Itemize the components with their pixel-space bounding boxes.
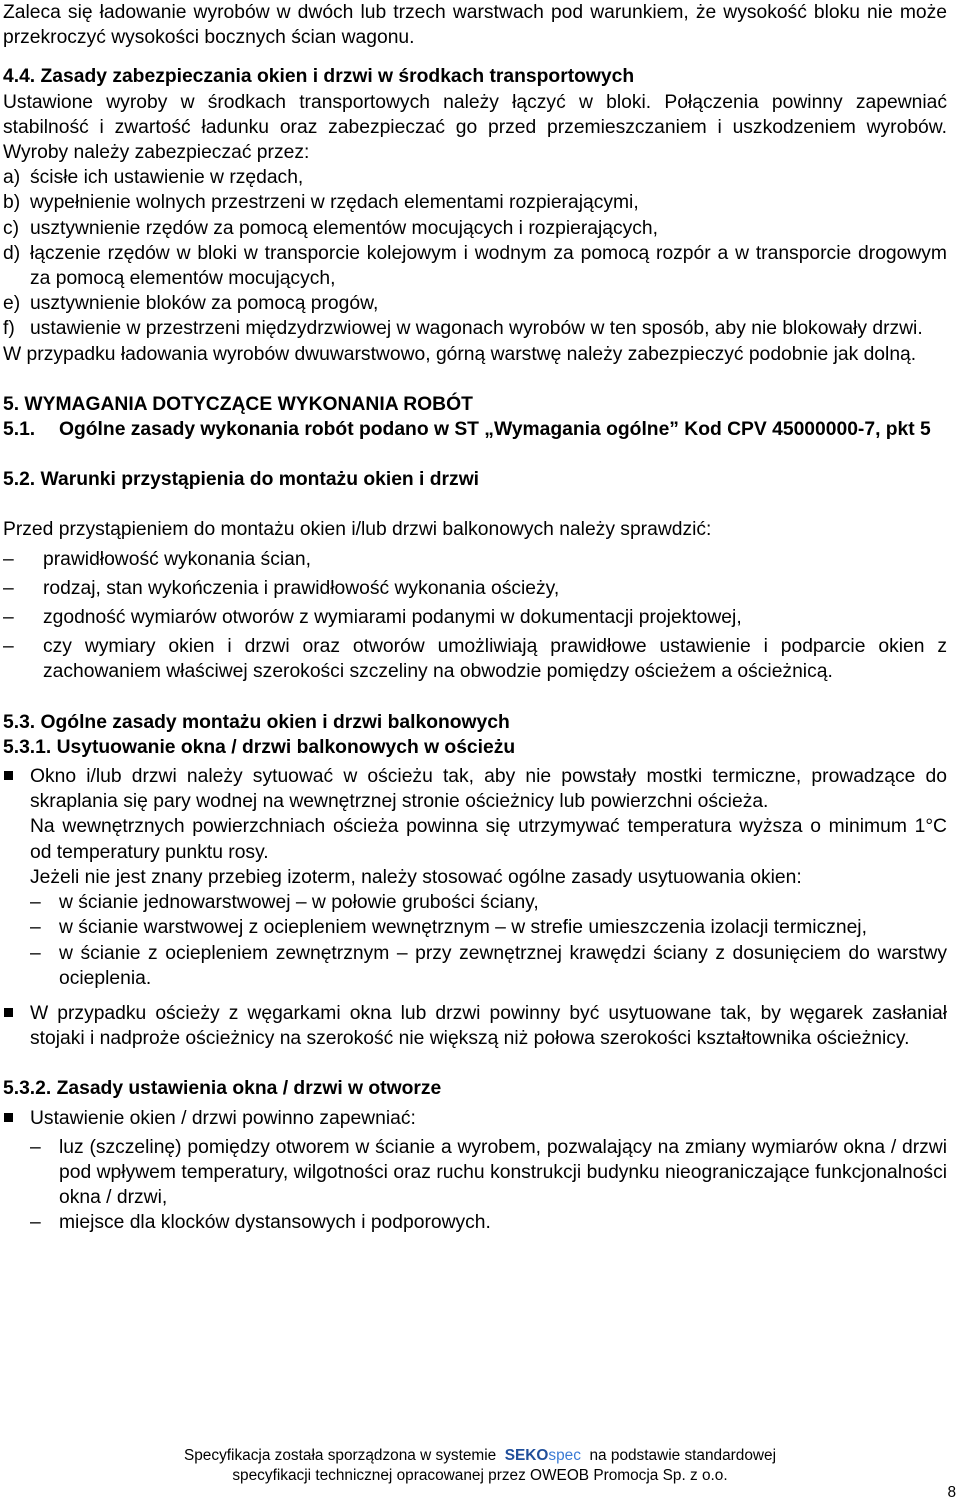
list-text: w ścianie warstwowej z ociepleniem wewnętrznym – w strefie umieszczenia izolacji termicznej, bbox=[59, 917, 867, 939]
dash-marker: – bbox=[3, 577, 14, 599]
dash-marker: – bbox=[3, 636, 14, 658]
footer-text: Specyfikacja została sporządzona w systemie bbox=[183, 1447, 497, 1464]
list-text: wypełnienie wolnych przestrzeni w rzędach elementami rozpierającymi, bbox=[30, 192, 639, 214]
list-item bbox=[3, 241, 947, 291]
section-4-4-heading: 4.4. Zasady zabezpieczania okien i drzwi w środkach transportowych bbox=[3, 66, 635, 88]
list-item bbox=[3, 216, 947, 241]
footer-line-2: specyfikacji technicznej opracowanej przez OWEOB Promocja Sp. z o.o. bbox=[232, 1467, 728, 1484]
list-item bbox=[3, 165, 947, 190]
list-item bbox=[3, 547, 947, 572]
list-label: a) bbox=[3, 167, 21, 189]
page-footer bbox=[0, 1446, 960, 1486]
list-text: usztywnienie bloków za pomocą progów, bbox=[30, 293, 379, 315]
section-5-3-1-heading: 5.3.1. Usytuowanie okna / drzwi balkonowych w ościeżu bbox=[3, 736, 516, 758]
list-item bbox=[3, 576, 947, 601]
section-5-heading: 5. WYMAGANIA DOTYCZĄCE WYKONANIA ROBÓT bbox=[3, 393, 473, 415]
list-text: czy wymiary okien i drzwi oraz otworów umożliwiają prawidłowe ustawienie i podparcie okien z zachowaniem właściwej szerokości szczeliny na obwodzie pomiędzy ościeżem a ościeżnicą. bbox=[43, 636, 947, 683]
list-label: e) bbox=[3, 293, 21, 315]
bullet-text: W przypadku ościeży z węgarkami okna lub drzwi powinny być usytuowane tak, by węgarek zasłaniał stojaki i nadproże ościeżnicy na szerokość nie większą niż połowa szerokości kształtownika ościeżnicy. bbox=[30, 1002, 947, 1050]
section-5-2-lead: Przed przystąpieniem do montażu okien i/lub drzwi balkonowych należy sprawdzić: bbox=[3, 519, 712, 541]
spacer bbox=[3, 50, 947, 64]
page-number: 8 bbox=[947, 1484, 956, 1501]
list-text: luz (szczelinę) pomiędzy otworem w ścianie a wyrobem, pozwalający na zmiany wymiarów okna / drzwi pod wpływem temperatury, wilgotności oraz ruchu konstrukcji budynku nieograniczające funkcjonalności okna / drzwi, bbox=[59, 1136, 947, 1209]
list-label: f) bbox=[3, 318, 15, 340]
document-page bbox=[3, 0, 947, 1236]
section-5-1-heading bbox=[3, 417, 947, 442]
list-text: w ścianie z ociepleniem zewnętrznym – przy zewnętrznej krawędzi ściany z dosunięciem do warstwy ocieplenia. bbox=[59, 942, 947, 989]
list-text: ustawienie w przestrzeni międzydrzwiowej w wagonach wyrobów w ten sposób, aby nie blokowały drzwi. bbox=[30, 318, 923, 340]
list-text: w ścianie jednowarstwowej – w połowie grubości ściany, bbox=[59, 892, 539, 914]
dash-marker: – bbox=[30, 1212, 41, 1234]
dash-marker: – bbox=[30, 917, 41, 939]
bullet-item bbox=[3, 1106, 947, 1131]
bullet-text: Ustawienie okien / drzwi powinno zapewniać: bbox=[30, 1107, 416, 1129]
list-item bbox=[3, 190, 947, 215]
footer-line-1 bbox=[0, 1446, 960, 1466]
spacer bbox=[3, 442, 947, 467]
list-label: d) bbox=[3, 242, 21, 264]
dash-marker: – bbox=[3, 548, 14, 570]
square-bullet-icon bbox=[3, 1001, 30, 1051]
bullet-item bbox=[3, 1001, 947, 1051]
list-text: prawidłowość wykonania ścian, bbox=[43, 548, 311, 570]
section-4-4-paragraph: Ustawione wyroby w środkach transportowych należy łączyć w bloki. Połączenia powinny zapewniać stabilność i zwartość ładunku oraz zabezpieczać go przed przemieszczaniem i uszkodzeniem wyrobów. Wyroby należy zabezpieczać przez: bbox=[3, 91, 947, 164]
list-label: c) bbox=[3, 217, 20, 239]
bullet-item bbox=[3, 764, 947, 890]
list-item bbox=[3, 634, 947, 684]
section-5-3-2-heading: 5.3.2. Zasady ustawienia okna / drzwi w otworze bbox=[3, 1078, 442, 1100]
intro-paragraph: Zaleca się ładowanie wyrobów w dwóch lub trzech warstwach pod warunkiem, że wysokość bloku nie może przekroczyć wysokości bocznych ścian wagonu. bbox=[3, 2, 947, 49]
list-text: zgodność wymiarów otworów z wymiarami podanymi w dokumentacji projektowej, bbox=[43, 607, 742, 629]
square-bullet-icon bbox=[3, 764, 30, 890]
list-item bbox=[3, 941, 947, 991]
square-bullet-icon bbox=[3, 1106, 30, 1131]
section-5-2-heading: 5.2. Warunki przystąpienia do montażu okien i drzwi bbox=[3, 469, 480, 491]
list-item bbox=[3, 915, 947, 940]
list-item bbox=[3, 316, 947, 341]
dash-marker: – bbox=[30, 892, 41, 914]
list-item bbox=[3, 1210, 947, 1235]
logo-seko: SEKO bbox=[504, 1447, 549, 1464]
section-number: 5.1. bbox=[3, 419, 36, 441]
section-4-4-list bbox=[3, 165, 947, 341]
list-text: ścisłe ich ustawienie w rzędach, bbox=[30, 167, 304, 189]
list-text: łączenie rzędów w bloki w transporcie kolejowym i wodnym za pomocą rozpór a w transporcie drogowym za pomocą elementów mocujących, bbox=[30, 242, 947, 290]
list-item bbox=[3, 890, 947, 915]
section-5-1-text: Ogólne zasady wykonania robót podano w ST „Wymagania ogólne” Kod CPV 45000000-7, pkt 5 bbox=[59, 419, 931, 441]
sekospec-logo bbox=[501, 1447, 586, 1464]
logo-spec: spec bbox=[548, 1447, 581, 1464]
list-item bbox=[3, 291, 947, 316]
dash-marker: – bbox=[30, 942, 41, 964]
spacer bbox=[3, 685, 947, 710]
list-text: usztywnienie rzędów za pomocą elementów mocujących i rozpierających, bbox=[30, 217, 658, 239]
section-5-3-heading: 5.3. Ogólne zasady montażu okien i drzwi balkonowych bbox=[3, 711, 510, 733]
spacer bbox=[3, 367, 947, 392]
section-5-2-list bbox=[3, 547, 947, 685]
bullet-text: Jeżeli nie jest znany przebieg izoterm, należy stosować ogólne zasady usytuowania okien: bbox=[30, 866, 802, 888]
footer-text: na podstawie standardowej bbox=[589, 1447, 777, 1464]
bullet-text: Okno i/lub drzwi należy sytuować w ościeżu tak, aby nie powstały mostki termiczne, prowadzące do skraplania się pary wodnej na wewnętrznej stronie ościeżnicy lub powierzchni ościeża. bbox=[30, 766, 947, 813]
spacer bbox=[3, 1051, 947, 1076]
dash-marker: – bbox=[3, 607, 14, 629]
bullet-content bbox=[30, 764, 947, 890]
spacer bbox=[3, 492, 947, 517]
list-item bbox=[3, 605, 947, 630]
list-label: b) bbox=[3, 192, 21, 214]
bullet-text: Na wewnętrznych powierzchniach ościeża powinna się utrzymywać temperatura wyższa o minimum 1°C od temperatury punktu rosy. bbox=[30, 816, 947, 863]
dash-marker: – bbox=[30, 1136, 41, 1158]
list-item bbox=[3, 1135, 947, 1211]
list-text: miejsce dla klocków dystansowych i podporowych. bbox=[59, 1212, 491, 1234]
section-4-4-note: W przypadku ładowania wyrobów dwuwarstwowo, górną warstwę należy zabezpieczyć podobnie jak dolną. bbox=[3, 343, 917, 365]
list-text: rodzaj, stan wykończenia i prawidłowość wykonania ościeży, bbox=[43, 577, 560, 599]
